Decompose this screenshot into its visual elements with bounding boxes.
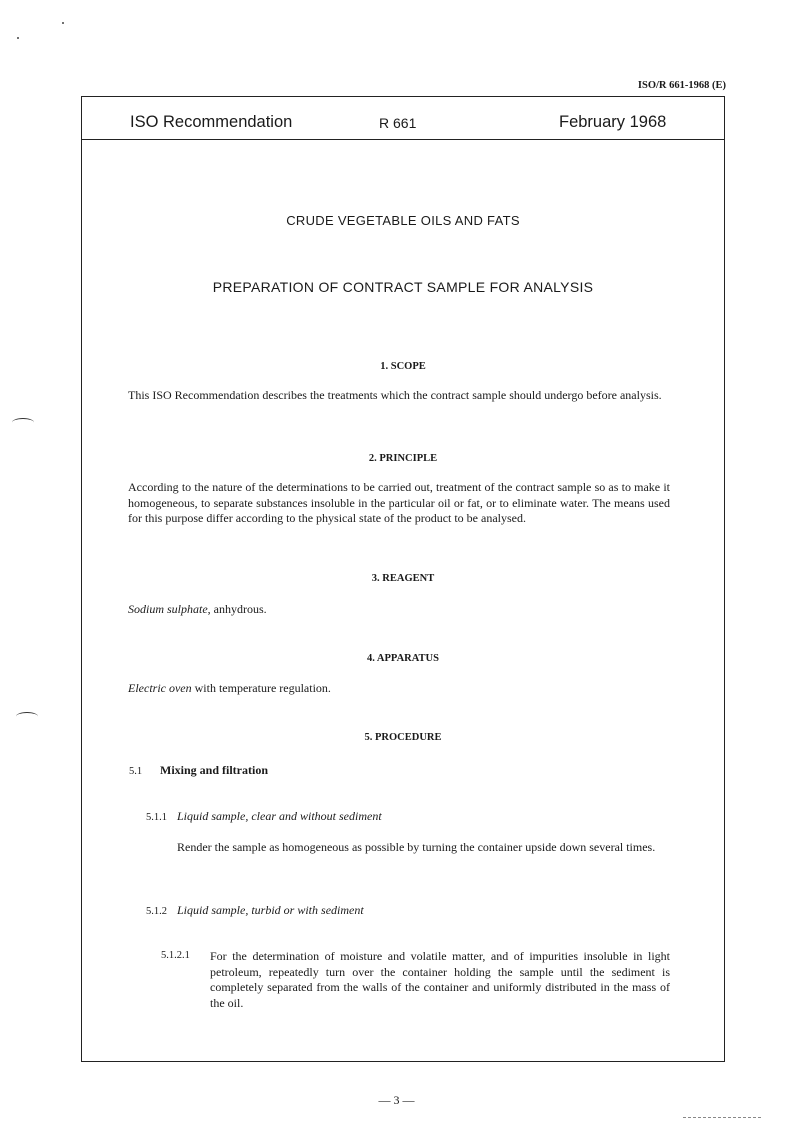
section-heading-procedure: 5. PROCEDURE [364, 732, 442, 743]
section-heading-apparatus: 4. APPARATUS [367, 653, 439, 664]
subsection-5-1-2: 5.1.2 Liquid sample, turbid or with sediment [146, 903, 364, 917]
scope-text: This ISO Recommendation describes the treatments which the contract sample should undergo before analysis. [128, 388, 662, 402]
apparatus-text: Electric oven with temperature regulation. [128, 681, 331, 695]
subsection-5-1-2-1-number: 5.1.2.1 [161, 950, 190, 961]
reagent-name: Sodium sulphate [128, 602, 208, 616]
subsection-5-1-2-1-text: For the determination of moisture and volatile matter, and of impurities insoluble in light petroleum, repeatedly turn over the container holding the sample until the sediment is completely separated from the walls of the container and uniformly distributed in the mass of the oil. [210, 949, 670, 1010]
scan-speck [62, 22, 64, 24]
apparatus-name: Electric oven [128, 681, 192, 695]
subsection-5-1: 5.1 Mixing and filtration [129, 763, 269, 777]
document-subtitle: PREPARATION OF CONTRACT SAMPLE FOR ANALYSIS [212, 279, 594, 295]
binding-mark [12, 418, 34, 427]
header-band [82, 97, 724, 140]
document-reference: ISO/R 661-1968 (E) [637, 80, 726, 91]
header-standard-type: ISO Recommendation [130, 113, 293, 131]
header-standard-number: R 661 [379, 115, 417, 131]
reagent-text: Sodium sulphate, anhydrous. [128, 602, 267, 616]
section-heading-principle: 2. PRINCIPLE [368, 453, 438, 464]
principle-text: According to the nature of the determinations to be carried out, treatment of the contract sample so as to make it homogeneous, to separate substances insoluble in the particular oil or fat, or to eliminate water. The means used for this purpose differ according to the physical state of the product to be analysed. [128, 480, 670, 525]
binding-mark [16, 712, 38, 721]
section-heading-reagent: 3. REAGENT [371, 573, 435, 584]
subsection-5-1-1: 5.1.1 Liquid sample, clear and without sediment [146, 809, 382, 823]
scan-artifact-line [683, 1117, 761, 1118]
section-heading-scope: 1. SCOPE [380, 361, 426, 372]
page-number: — 3 — [378, 1093, 415, 1107]
subsection-5-1-1-text: Render the sample as homogeneous as possible by turning the container upside down several times. [177, 840, 656, 854]
scan-speck [17, 37, 19, 39]
page-frame [81, 96, 725, 1062]
header-date: February 1968 [559, 113, 667, 131]
document-title: CRUDE VEGETABLE OILS AND FATS [286, 213, 520, 228]
